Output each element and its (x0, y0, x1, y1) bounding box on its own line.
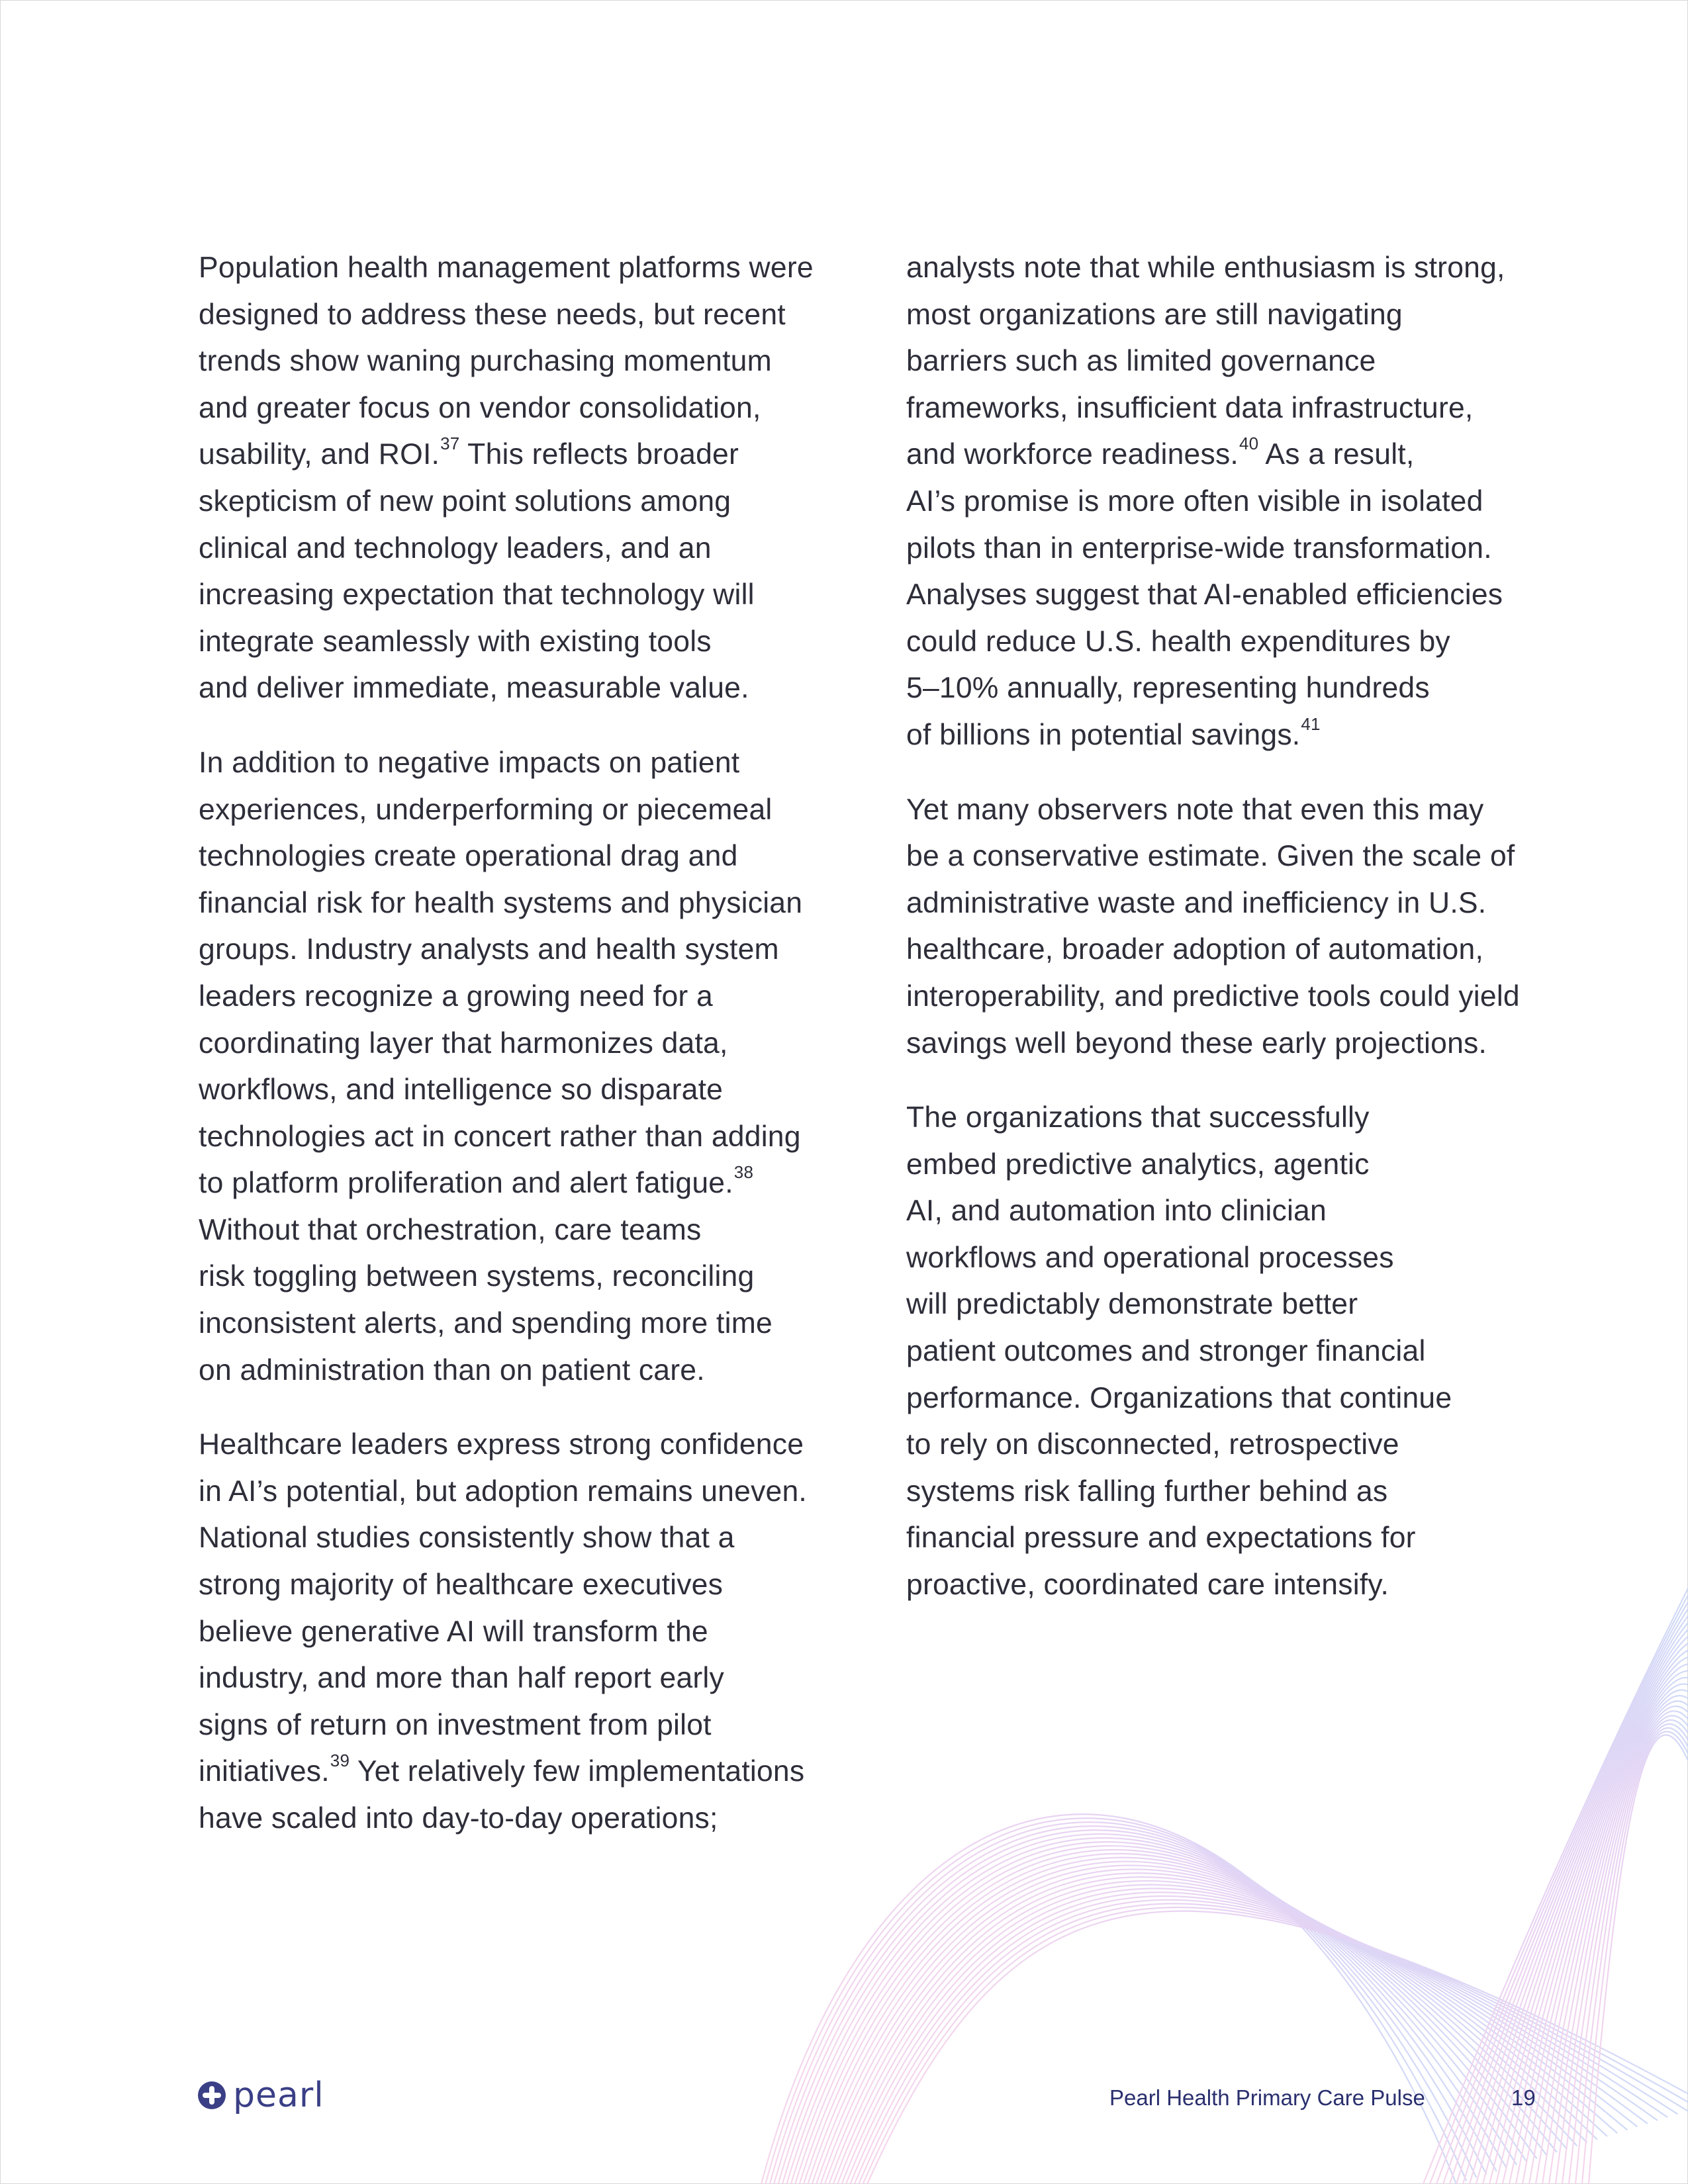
text-line: have scaled into day-to-day operations; (199, 1802, 718, 1835)
text-line: savings well beyond these early projections. (906, 1026, 1487, 1060)
text-line: integrate seamlessly with existing tools (199, 625, 712, 658)
text-line: patient outcomes and stronger financial (906, 1335, 1426, 1368)
text-line: 5–10% annually, representing hundreds (906, 672, 1430, 705)
text-line: AI’s promise is more often visible in isolated (906, 484, 1483, 518)
wave-line (850, 1896, 1667, 2184)
text-line: embed predictive analytics, agentic (906, 1148, 1370, 1181)
text-line: strong majority of healthcare executives (199, 1569, 724, 1602)
text-line: technologies create operational drag and (199, 840, 738, 873)
text-line: Without that orchestration, care teams (199, 1213, 702, 1246)
text-line: of billions in potential savings.$^{41}$ (906, 713, 1321, 751)
text-line: National studies consistently show that a (199, 1522, 735, 1555)
text-line: most organizations are still navigating (906, 298, 1403, 331)
text-line: proactive, coordinated care intensify. (906, 1569, 1389, 1602)
wave-line (812, 1862, 1577, 2184)
footnote-ref: 37 (440, 433, 460, 454)
wave-line (821, 1869, 1597, 2184)
footnote-ref: 39 (330, 1751, 350, 1771)
text-line: clinical and technology leaders, and an (199, 531, 712, 565)
logo-wordmark: pearl (233, 2075, 324, 2115)
text-line: will predictably demonstrate better (906, 1288, 1358, 1321)
text-line: and greater focus on vendor consolidation, (199, 391, 761, 424)
text-line: The organizations that successfully (906, 1101, 1370, 1134)
text-line: groups. Industry analysts and health system (199, 933, 779, 966)
left-text-column (199, 245, 847, 1843)
text-line: AI, and automation into clinician (906, 1195, 1327, 1228)
paragraph (199, 245, 847, 712)
text-line: interoperability, and predictive tools could yield (906, 979, 1520, 1013)
text-line: coordinating layer that harmonizes data, (199, 1026, 728, 1060)
text-line: healthcare, broader adoption of automation, (906, 933, 1484, 966)
text-line: signs of return on investment from pilot (199, 1708, 712, 1741)
footnote-ref: 38 (733, 1162, 754, 1183)
text-line: to rely on disconnected, retrospective (906, 1428, 1399, 1461)
text-line: could reduce U.S. health expenditures by (906, 625, 1450, 658)
text-line: frameworks, insufficient data infrastructure, (906, 391, 1474, 424)
text-line: workflows, and intelligence so disparate (199, 1073, 724, 1107)
text-line: be a conservative estimate. Given the scale of (906, 840, 1515, 873)
wave-line (778, 1830, 1497, 2184)
page-number: 19 (1511, 2085, 1536, 2110)
text-line: Analyses suggest that AI-enabled efficiencies (906, 578, 1503, 612)
wave-line (786, 1838, 1517, 2184)
text-line: In addition to negative impacts on patient (199, 746, 740, 779)
text-line: trends show waning purchasing momentum (199, 345, 772, 378)
text-line: usability, and ROI.$^{37}$ This reflects broader (199, 433, 739, 471)
text-line: industry, and more than half report early (199, 1662, 724, 1695)
paragraph (199, 740, 847, 1394)
text-line: administrative waste and inefficiency in U.S. (906, 886, 1487, 919)
text-line: leaders recognize a growing need for a (199, 979, 713, 1013)
publication-title: Pearl Health Primary Care Pulse (1109, 2085, 1425, 2110)
text-line: and deliver immediate, measurable value. (199, 672, 749, 705)
paragraph (199, 1422, 847, 1842)
wave-line (770, 1822, 1477, 2184)
text-line: Yet many observers note that even this may (906, 793, 1484, 826)
text-line: skepticism of new point solutions among (199, 484, 731, 518)
text-line: initiatives.$^{39}$ Yet relatively few implementations (199, 1751, 805, 1788)
wave-line (808, 1858, 1567, 2184)
text-line: in AI’s potential, but adoption remains uneven. (199, 1475, 807, 1508)
pearl-logo (197, 2075, 324, 2115)
text-line: to platform proliferation and alert fatigue.$^{38}$ (199, 1162, 754, 1200)
pearl-plus-icon (197, 2081, 226, 2110)
text-line: financial pressure and expectations for (906, 1522, 1416, 1555)
text-line: increasing expectation that technology will (199, 578, 755, 612)
text-line: analysts note that while enthusiasm is strong, (906, 251, 1505, 284)
text-line: and workforce readiness.$^{40}$ As a result, (906, 433, 1415, 471)
text-line: risk toggling between systems, reconciling (199, 1260, 755, 1293)
wave-line (855, 1900, 1678, 2184)
footnote-ref: 41 (1301, 713, 1321, 734)
text-line: pilots than in enterprise-wide transformation. (906, 531, 1492, 565)
text-line: Population health management platforms were (199, 251, 814, 284)
text-line: financial risk for health systems and physician (199, 886, 803, 919)
footnote-ref: 40 (1239, 433, 1259, 454)
paragraph (906, 1095, 1555, 1609)
text-line: barriers such as limited governance (906, 345, 1376, 378)
text-line: believe generative AI will transform the (199, 1615, 708, 1648)
text-line: designed to address these needs, but recent (199, 298, 786, 331)
text-line: systems risk falling further behind as (906, 1475, 1388, 1508)
right-text-column (906, 245, 1555, 1609)
text-line: on administration than on patient care. (199, 1353, 705, 1387)
wave-line (782, 1834, 1507, 2184)
paragraph (906, 787, 1555, 1068)
text-line: workflows and operational processes (906, 1241, 1394, 1274)
wave-line (774, 1826, 1486, 2184)
text-line: technologies act in concert rather than adding (199, 1120, 801, 1153)
text-line: Healthcare leaders express strong confidence (199, 1428, 804, 1461)
text-line: inconsistent alerts, and spending more time (199, 1307, 773, 1340)
text-line: performance. Organizations that continue (906, 1381, 1452, 1414)
paragraph (906, 245, 1555, 759)
text-line: experiences, underperforming or piecemeal (199, 793, 773, 826)
